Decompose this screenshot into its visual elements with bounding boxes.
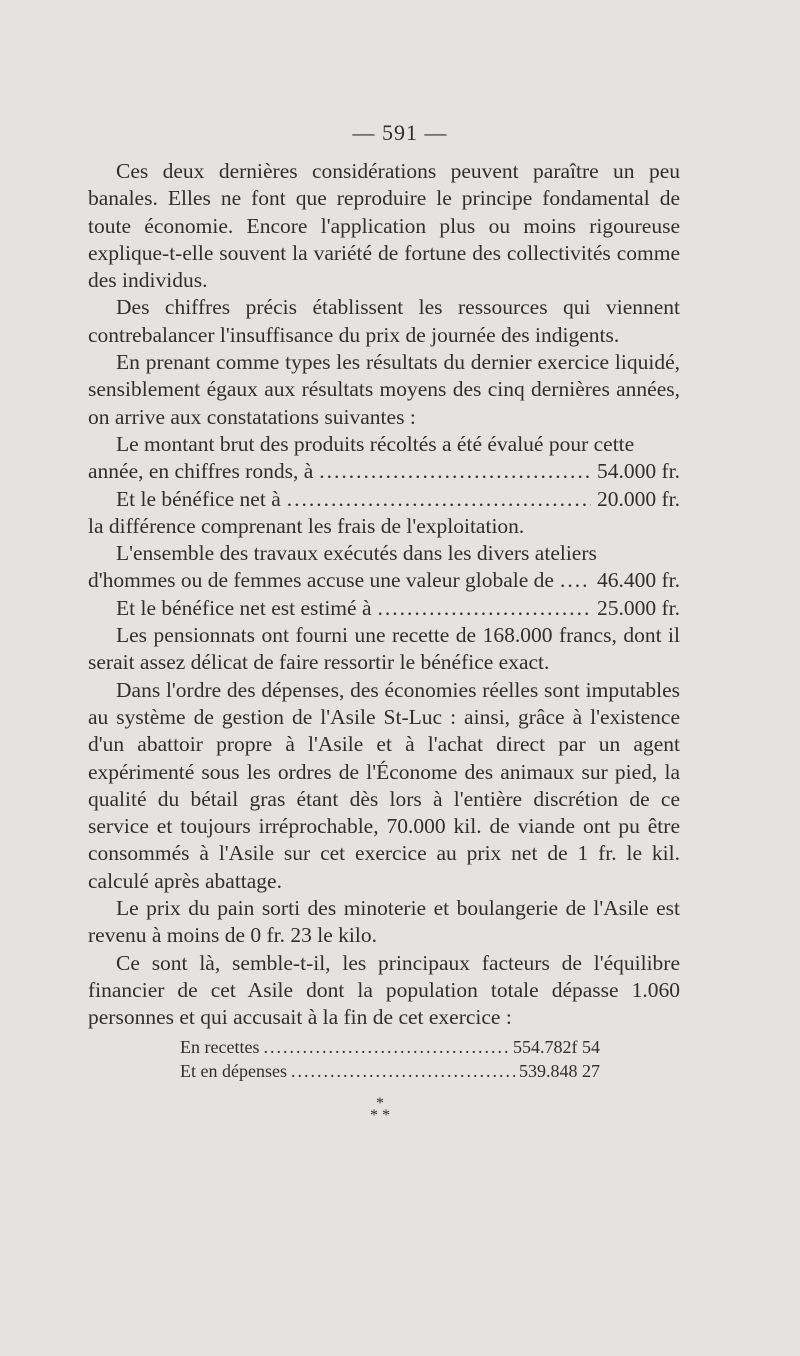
produits-total-row bbox=[88, 458, 680, 485]
leader-dots bbox=[291, 1059, 515, 1083]
produits-benefice-amount: 20.000 fr. bbox=[596, 486, 680, 511]
produits-total-amount: 54.000 fr. bbox=[596, 459, 680, 484]
paragraph-types: En prenant comme types les résultats du dernier exercice liquidé, sensiblement égaux aux résultats moyens des cinq dernières années, on arrive aux constatations suivantes : bbox=[88, 350, 680, 429]
leader-dots bbox=[287, 486, 591, 513]
produits-benefice-row bbox=[88, 486, 680, 513]
ateliers-total-amount: 46.400 fr. bbox=[596, 568, 680, 593]
produits-difference: la différence comprenant les frais de l'exploitation. bbox=[88, 513, 525, 538]
asterism bbox=[340, 1095, 420, 1124]
leader-dots bbox=[378, 595, 591, 622]
paragraph-depenses: Dans l'ordre des dépenses, des économies réelles sont imputables au système de gestion de l'Asile St-Luc : ainsi, grâce à l'existence d'un abattoir propre à l'Asile et à l'achat direct par un agent expérimenté sous les ordres de l'Économe des animaux sur pied, la qualité du bétail gras étant dès lors à l'entière discrétion de ce service et toujours irréprochable, 70.000 kil. de viande ont pu être consommés à l'Asile sur cet exercice au prix net de 1 fr. le kil. calculé après abattage. bbox=[88, 677, 680, 893]
ledger bbox=[180, 1035, 600, 1083]
paragraph-considerations: Ces deux dernières considérations peuvent paraître un peu banales. Elles ne font que reproduire le principe fondamental de toute économie. Encore l'application plus ou moins rigoureuse explique-t-elle souvent la variété de fortune des collectivités comme des individus. bbox=[88, 159, 680, 293]
produits-benefice-label: Et le bénéfice net à bbox=[116, 486, 281, 511]
paragraph-equilibre: Ce sont là, semble-t-il, les principaux facteurs de l'équilibre financier de cet Asile dont la population totale dépasse 1.060 personnes et qui accusait à la fin de cet exercice : bbox=[88, 950, 680, 1030]
ateliers-total-row bbox=[88, 567, 680, 594]
leader-dots bbox=[560, 567, 591, 594]
ledger-depenses-label: Et en dépenses bbox=[180, 1061, 287, 1081]
ateliers-benefice-label: Et le bénéfice net est estimé à bbox=[116, 595, 372, 620]
ateliers-line1: L'ensemble des travaux exécutés dans les divers ateliers bbox=[116, 541, 597, 566]
page-number: — 591 — bbox=[352, 120, 448, 145]
paragraph-pain: Le prix du pain sorti des minoterie et boulangerie de l'Asile est revenu à moins de 0 fr. 23 le kilo. bbox=[88, 896, 680, 948]
ateliers-benefice-row bbox=[88, 595, 680, 622]
ledger-recettes-amount: 554.782f 54 bbox=[513, 1037, 600, 1057]
leader-dots bbox=[263, 1035, 509, 1059]
produits-line1: Le montant brut des produits récoltés a été évalué pour cette bbox=[116, 431, 635, 456]
paragraph-pensionnats: Les pensionnats ont fourni une recette de 168.000 francs, dont il serait assez délicat de faire ressortir le bénéfice exact. bbox=[88, 623, 680, 675]
asterism-top: * bbox=[376, 1095, 384, 1112]
asterism-bottom: * * bbox=[370, 1107, 390, 1124]
produits-total-label: année, en chiffres ronds, à bbox=[88, 459, 314, 484]
ateliers-total-label: d'hommes ou de femmes accuse une valeur globale de bbox=[88, 568, 554, 593]
body-text bbox=[88, 158, 680, 1032]
ledger-recettes-label: En recettes bbox=[180, 1037, 260, 1057]
paragraph-chiffres: Des chiffres précis établissent les ressources qui viennent contrebalancer l'insuffisance du prix de journée des indigents. bbox=[88, 295, 680, 347]
ledger-depenses-row bbox=[180, 1059, 600, 1083]
ledger-recettes-row bbox=[180, 1035, 600, 1059]
leader-dots bbox=[319, 458, 591, 485]
ledger-depenses-amount: 539.848 27 bbox=[519, 1061, 600, 1081]
ateliers-benefice-amount: 25.000 fr. bbox=[596, 595, 680, 620]
